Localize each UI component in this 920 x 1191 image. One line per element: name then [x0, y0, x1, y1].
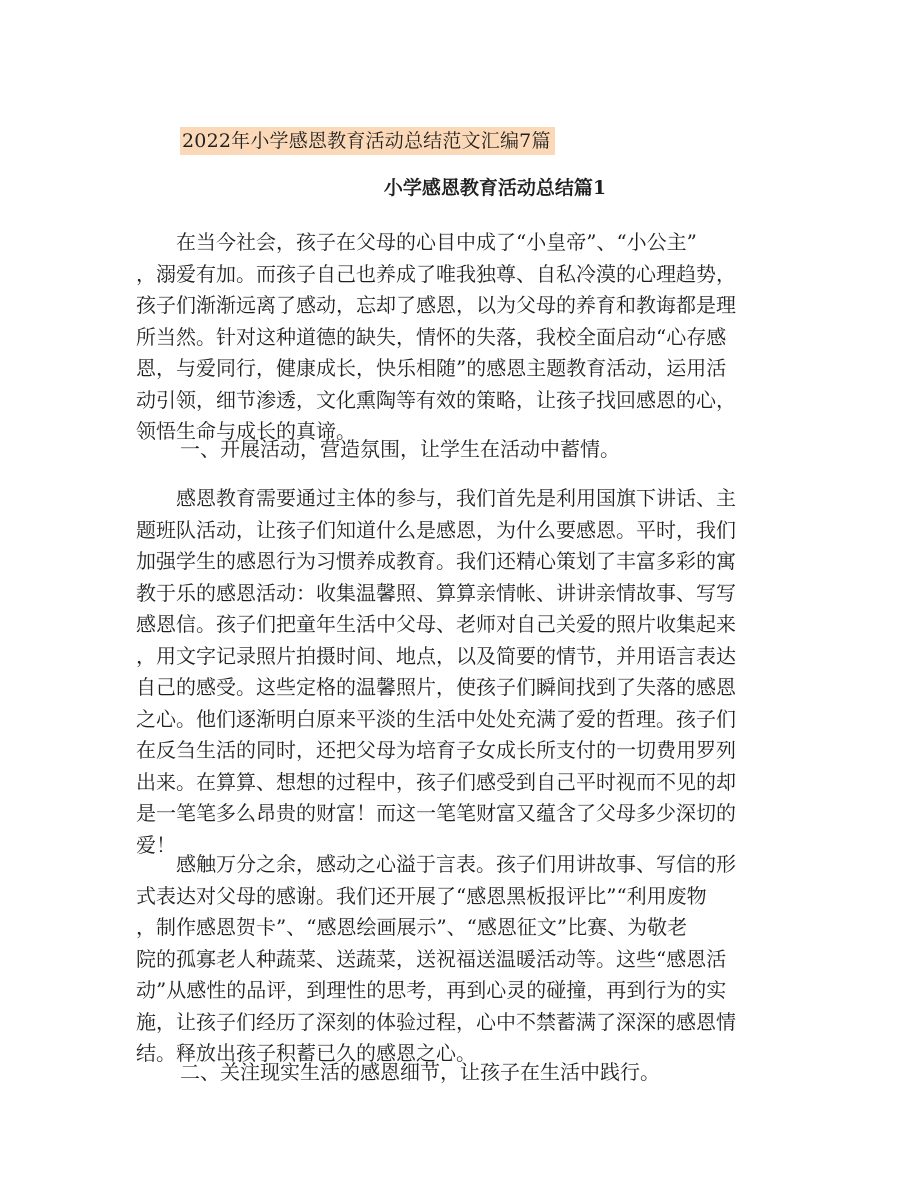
paragraph-1: [136, 227, 786, 448]
paragraph-line: 式表达对父母的感谢。我们还开展了“感恩黑板报评比”“利用废物: [136, 883, 707, 908]
paragraph-line: 在当今社会，孩子在父母的心目中成了“小皇帝”、“小公主”: [136, 230, 697, 254]
paragraph-line: 施，让孩子们经历了深刻的体验过程，心中不禁蓄满了深深的感恩情: [136, 1009, 736, 1034]
paragraph-line: ，用文字记录照片拍摄时间、地点，以及简要的情节，并用语言表达: [136, 643, 736, 668]
section-title: 小学感恩教育活动总结篇1: [383, 177, 607, 199]
paragraph-line: 感触万分之余，感动之心溢于言表。孩子们用讲故事、写信的形: [136, 852, 736, 876]
paragraph-line: 恩，与爱同行，健康成长，快乐相随”的感恩主题教育活动，运用活: [136, 356, 727, 380]
paragraph-line: 动引领，细节渗透，文化熏陶等有效的策略，让孩子找回感恩的心，: [136, 387, 736, 412]
paragraph-line: ，制作感恩贺卡”、“感恩绘画展示”、“感恩征文”比赛、为敬老: [136, 915, 688, 939]
paragraph-line: 是一笔笔多么昂贵的财富！而这一笔笔财富又蕴含了父母多少深切的: [136, 801, 736, 825]
paragraph-line: 孩子们渐渐远离了感动，忘却了感恩，以为父母的养育和教诲都是理: [136, 293, 736, 317]
paragraph-3: [136, 849, 786, 1070]
paragraph-line: 动”从感性的品评，到理性的思考，再到心灵的碰撞，再到行为的实: [136, 978, 727, 1002]
paragraph-2: [136, 483, 786, 861]
paragraph-line: 教于乐的感恩活动：收集温馨照、算算亲情帐、讲讲亲情故事、写写: [136, 580, 736, 605]
document-title: 2022年小学感恩教育活动总结范文汇编7篇: [180, 127, 555, 155]
heading-2: 二、关注现实生活的感恩细节，让孩子在生活中践行。: [180, 1060, 660, 1084]
paragraph-line: 自己的感受。这些定格的温馨照片，使孩子们瞬间找到了失落的感恩: [136, 675, 736, 699]
paragraph-line: 加强学生的感恩行为习惯养成教育。我们还精心策划了丰富多彩的寓: [136, 549, 736, 573]
paragraph-line: 领悟生命与成长的真谛。: [136, 419, 356, 443]
paragraph-line: 感恩信。孩子们把童年生活中父母、老师对自己关爱的照片收集起来: [136, 612, 736, 636]
paragraph-line: 爱！: [136, 832, 176, 857]
paragraph-line: ，溺爱有加。而孩子自己也养成了唯我独尊、自私冷漠的心理趋势，: [136, 261, 736, 286]
paragraph-line: 题班队活动，让孩子们知道什么是感恩，为什么要感恩。平时，我们: [136, 517, 736, 542]
heading-1: 一、开展活动，营造氛围，让学生在活动中蓄情。: [180, 437, 620, 461]
paragraph-line: 在反刍生活的同时，还把父母为培育子女成长所支付的一切费用罗列: [136, 738, 736, 762]
paragraph-line: 所当然。针对这种道德的缺失，情怀的失落，我校全面启动“心存感: [136, 324, 727, 349]
paragraph-line: 院的孤寡老人种蔬菜、送蔬菜，送祝福送温暖活动等。这些“感恩活: [136, 946, 727, 971]
paragraph-line: 结。释放出孩子积蓄已久的感恩之心。: [136, 1041, 476, 1065]
paragraph-line: 感恩教育需要通过主体的参与，我们首先是利用国旗下讲话、主: [136, 486, 736, 510]
paragraph-line: 出来。在算算、想想的过程中，孩子们感受到自己平时视而不见的却: [136, 769, 736, 794]
paragraph-line: 之心。他们逐渐明白原来平淡的生活中处处充满了爱的哲理。孩子们: [136, 706, 736, 731]
